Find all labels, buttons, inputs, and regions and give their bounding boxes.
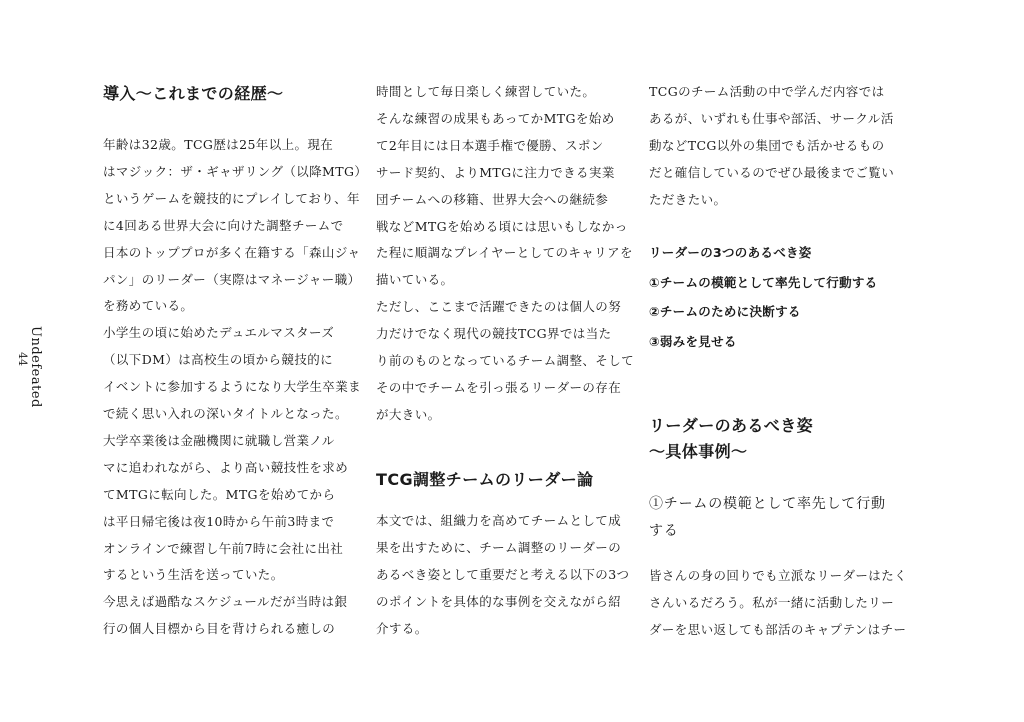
running-head: Undefeated (28, 326, 43, 408)
body-text-line: に4回ある世界大会に向けた調整チームで (103, 217, 344, 233)
key-point-line: ①チームの模範として率先して行動する (649, 274, 878, 290)
body-text-line: てMTGに転向した。MTGを始めてから (103, 486, 336, 502)
body-text-line: 大学卒業後は金融機関に就職し営業ノル (103, 432, 335, 448)
body-text-line: 戦などMTGを始める頃には思いもしなかっ (376, 218, 628, 234)
section-heading-leader-theory: TCG調整チームのリーダー論 (376, 470, 594, 489)
body-text-line: （以下DM）は高校生の頃から競技的に (103, 352, 334, 368)
subheading-line-1: ①チームの模範として率先して行動 (649, 496, 886, 512)
body-text-line: 動などTCG以外の集団でも活かせるもの (649, 137, 885, 153)
body-text-line: 描いている。 (376, 272, 454, 288)
body-text-line: り前のものとなっているチーム調整、そして (376, 353, 635, 368)
body-text-line: オンラインで練習し午前7時に会社に出社 (103, 540, 344, 556)
key-point-line: ②チームのために決断する (649, 304, 801, 319)
body-text-line: 力だけでなく現代の競技TCG界では当た (376, 326, 612, 342)
key-point-line: リーダーの3つのあるべき姿 (649, 245, 812, 260)
body-text-line: サード契約、よりMTGに注力できる実業 (376, 164, 615, 180)
body-text-line: が大きい。 (376, 406, 441, 422)
body-text-line: あるべき姿として重要だと考える以下の3つ (376, 566, 630, 582)
body-text-line: というゲームを競技的にプレイしており、年 (103, 190, 360, 206)
body-text-line: さんいるだろう。私が一緒に活動したリー (649, 594, 895, 610)
body-text-line: そんな練習の成果もあってかMTGを始め (376, 110, 615, 126)
body-text-line: 日本のトッププロが多く在籍する「森山ジャ (103, 244, 361, 260)
body-text-line: た程に順調なプレイヤーとしてのキャリアを (376, 245, 633, 261)
body-text-line: のポイントを具体的な事例を交えながら紹 (376, 593, 622, 609)
body-text-line: するという生活を送っていた。 (103, 567, 284, 583)
body-text-line: で続く思い入れの深いタイトルとなった。 (103, 406, 348, 421)
body-text-line: て2年目には日本選手権で優勝、スポン (376, 137, 604, 153)
body-text-line: 介する。 (376, 620, 428, 636)
key-point-line: ③弱みを見せる (649, 333, 737, 349)
body-text-line: イベントに参加するようになり大学生卒業ま (103, 379, 362, 395)
body-text-line: 団チームへの移籍、世界大会への継続参 (376, 191, 609, 207)
body-text-line: 今思えば過酷なスケジュールだが当時は銀 (103, 594, 348, 610)
page-number: 44 (16, 352, 29, 366)
body-text-line: は平日帰宅後は夜10時から午前3時まで (103, 513, 335, 529)
body-text-line: 時間として毎日楽しく練習していた。 (376, 84, 596, 99)
body-text-line: 果を出すために、チーム調整のリーダーの (376, 539, 622, 555)
body-text-line: あるが、いずれも仕事や部活、サークル活 (649, 110, 894, 126)
body-text-line: ただし、ここまで活躍できたのは個人の努 (376, 299, 622, 315)
subheading-line-2: する (649, 523, 679, 539)
body-text-line: マに追われながら、より高い競技性を求め (103, 459, 349, 475)
body-text-line: を務めている。 (103, 298, 194, 314)
section-heading-examples-1: リーダーのあるべき姿 (649, 416, 814, 435)
section-heading-intro: 導入〜これまでの経歴〜 (103, 84, 284, 103)
body-text-line: ただきたい。 (649, 191, 727, 207)
body-text-line: ダーを思い返しても部活のキャプテンはチー (649, 621, 907, 637)
body-text-line: パン」のリーダー（実際はマネージャー職） (103, 271, 361, 287)
body-text-line: 年齢は32歳。TCG歴は25年以上。現在 (103, 137, 334, 152)
body-text-line: 小学生の頃に始めたデュエルマスターズ (103, 325, 335, 341)
body-text-line: 行の個人目標から目を背けられる癒しの (103, 621, 336, 637)
section-heading-examples-2: 〜具体事例〜 (649, 442, 748, 461)
body-text-line: はマジック：ザ・ギャザリング（以降MTG） (103, 163, 368, 179)
body-text-line: 皆さんの身の回りでも立派なリーダーはたく (649, 568, 908, 583)
body-text-line: TCGのチーム活動の中で学んだ内容では (649, 84, 885, 99)
body-text-line: 本文では、組織力を高めてチームとして成 (376, 513, 622, 528)
body-text-line: その中でチームを引っ張るリーダーの存在 (376, 379, 622, 395)
body-text-line: だと確信しているのでぜひ最後までご覧い (649, 164, 895, 180)
